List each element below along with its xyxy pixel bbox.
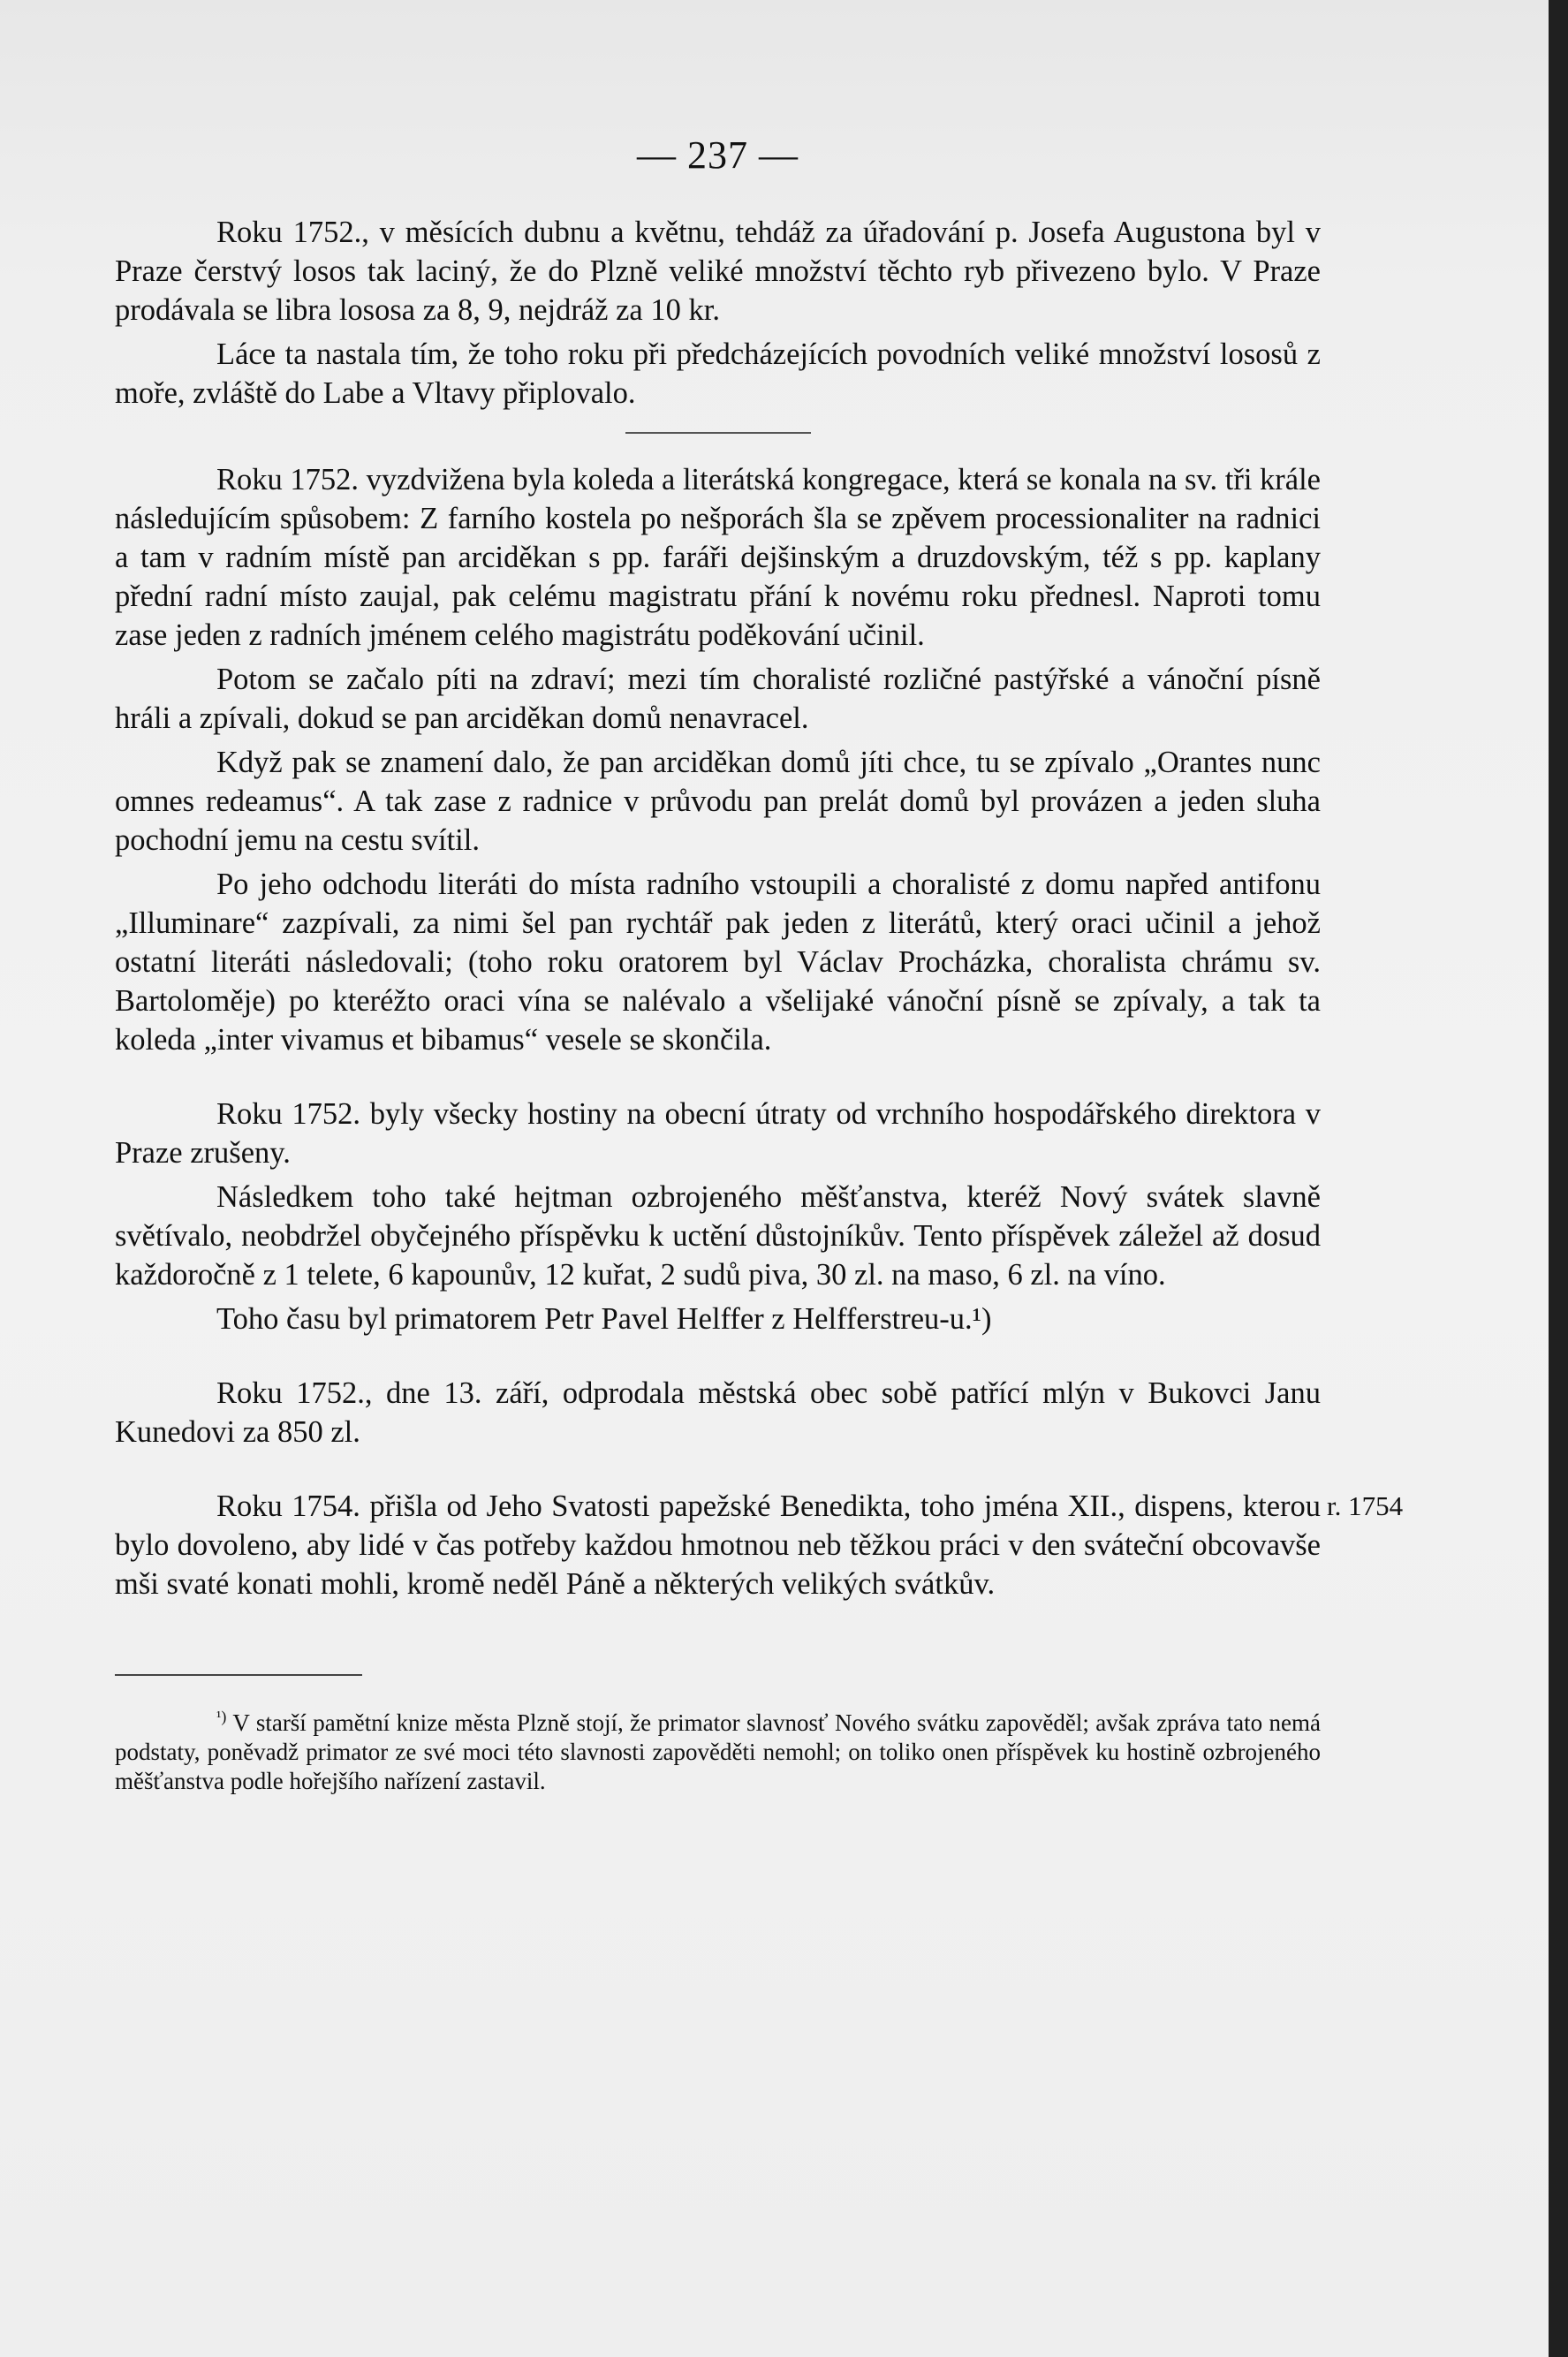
footnote xyxy=(115,1702,1321,1796)
paragraph-drinking: Potom se začalo píti na zdraví; mezi tím choralisté rozličné pastýřské a vánoční písně hráli a zpívali, dokud se pan arciděkan domů nenavracel. xyxy=(115,663,1321,735)
paragraph-orantes: Když pak se znamení dalo, že pan arciděkan domů jíti chce, tu se zpívalo „Orantes nunc omnes redeamus“. A tak zase z radnice v průvodu pan prelát domů byl provázen a jeden sluha pochodní jemu na cestu svítil. xyxy=(115,746,1321,857)
paragraph-salmon-cause: Láce ta nastala tím, že toho roku při předcházejících povodních veliké množství lososů z moře, zvláště do Labe a Vltavy připlovalo. xyxy=(115,337,1321,410)
section-divider xyxy=(625,432,811,434)
paragraph-illuminare: Po jeho odchodu literáti do místa radního vstoupili a choralisté z domu napřed antifonu „Illuminare“ zazpívali, za nimi šel pan rychtář pak jeden z literátů, který oraci učinil a jehož ostatní literáti následovali; (toho roku oratorem byl Václav Procházka, choralista chrámu sv. Bartoloměje) po kteréžto oraci vína se nalévalo a všelijaké vánoční písně se zpívaly, a tak ta koleda „inter vivamus et bibamus“ vesele se skončila. xyxy=(115,868,1321,1057)
entry-1754 xyxy=(115,1487,1404,1603)
paragraph-primator: Toho času byl primatorem Petr Pavel Helffer z Helfferstreu-u.¹) xyxy=(216,1302,992,1336)
paragraph-salmon: Roku 1752., v měsících dubnu a květnu, tehdáž za úřadování p. Josefa Augustona byl v Praze čerstvý losos tak laciný, že do Plzně veliké množství těchto ryb přivezeno bylo. V Praze prodávala se libra lososa za 8, 9, nejdráž za 10 kr. xyxy=(115,216,1321,327)
section-gap xyxy=(115,1065,1321,1095)
footnote-text: V starší pamětní knize města Plzně stojí, že primator slavnosť Nového svátku zapověděl; avšak zpráva tato nemá podstaty, poněvadž primator ze své moci této slavnosti zapověděti nemohl; on toliko onen příspěvek ku hostině ozbrojeného měšťanstva podle hořejšího nařízení zastavil. xyxy=(115,1709,1321,1794)
page-content xyxy=(115,133,1404,1796)
section-gap xyxy=(115,1344,1321,1374)
section-gap xyxy=(115,1457,1321,1487)
footnote-mark: ¹) xyxy=(216,1708,227,1725)
paragraph-mill-sale: Roku 1752., dne 13. září, odprodala městská obec sobě patřící mlýn v Bukovci Janu Kunedovi za 850 zl. xyxy=(115,1376,1321,1449)
paragraph-dispensation: Roku 1754. přišla od Jeho Svatosti papežské Benedikta, toho jména XII., dispens, kterou bylo dovoleno, aby lidé v čas potřeby každou hmotnou neb těžkou práci v den sváteční obcovavše mši svaté konati mohli, kromě neděl Páně a některých velikých svátkův. xyxy=(115,1489,1321,1601)
margin-year-note: r. 1754 xyxy=(1327,1490,1404,1521)
page-number: — 237 — xyxy=(637,133,799,177)
paragraph-captain-contribution: Následkem toho také hejtman ozbrojeného měšťanstva, kteréž Nový svátek slavně světívalo, neobdržel obyčejného příspěvku k uctění důstojníkův. Tento příspěvek záležel až dosud každoročně z 1 telete, 6 kapounův, 12 kuřat, 2 sudů piva, 30 zl. na maso, 6 zl. na víno. xyxy=(115,1180,1321,1292)
footnote-rule xyxy=(115,1674,362,1676)
paragraph-koleda: Roku 1752. vyzdvižena byla koleda a literátská kongregace, která se konala na sv. tři krále následujícím spůsobem: Z farního kostela po nešporách šla se zpěvem processionaliter na radnici a tam v radním místě pan arciděkan s pp. faráři dejšinským a druzdovským, též s pp. kaplany přední radní místo zaujal, pak celému magistratu přání k novému roku přednesl. Naproti tomu zase jeden z radních jménem celého magistrátu poděkování učinil. xyxy=(115,463,1321,652)
paragraph-feasts-abolished: Roku 1752. byly všecky hostiny na obecní útraty od vrchního hospodářského direktora v Praze zrušeny. xyxy=(115,1097,1321,1170)
